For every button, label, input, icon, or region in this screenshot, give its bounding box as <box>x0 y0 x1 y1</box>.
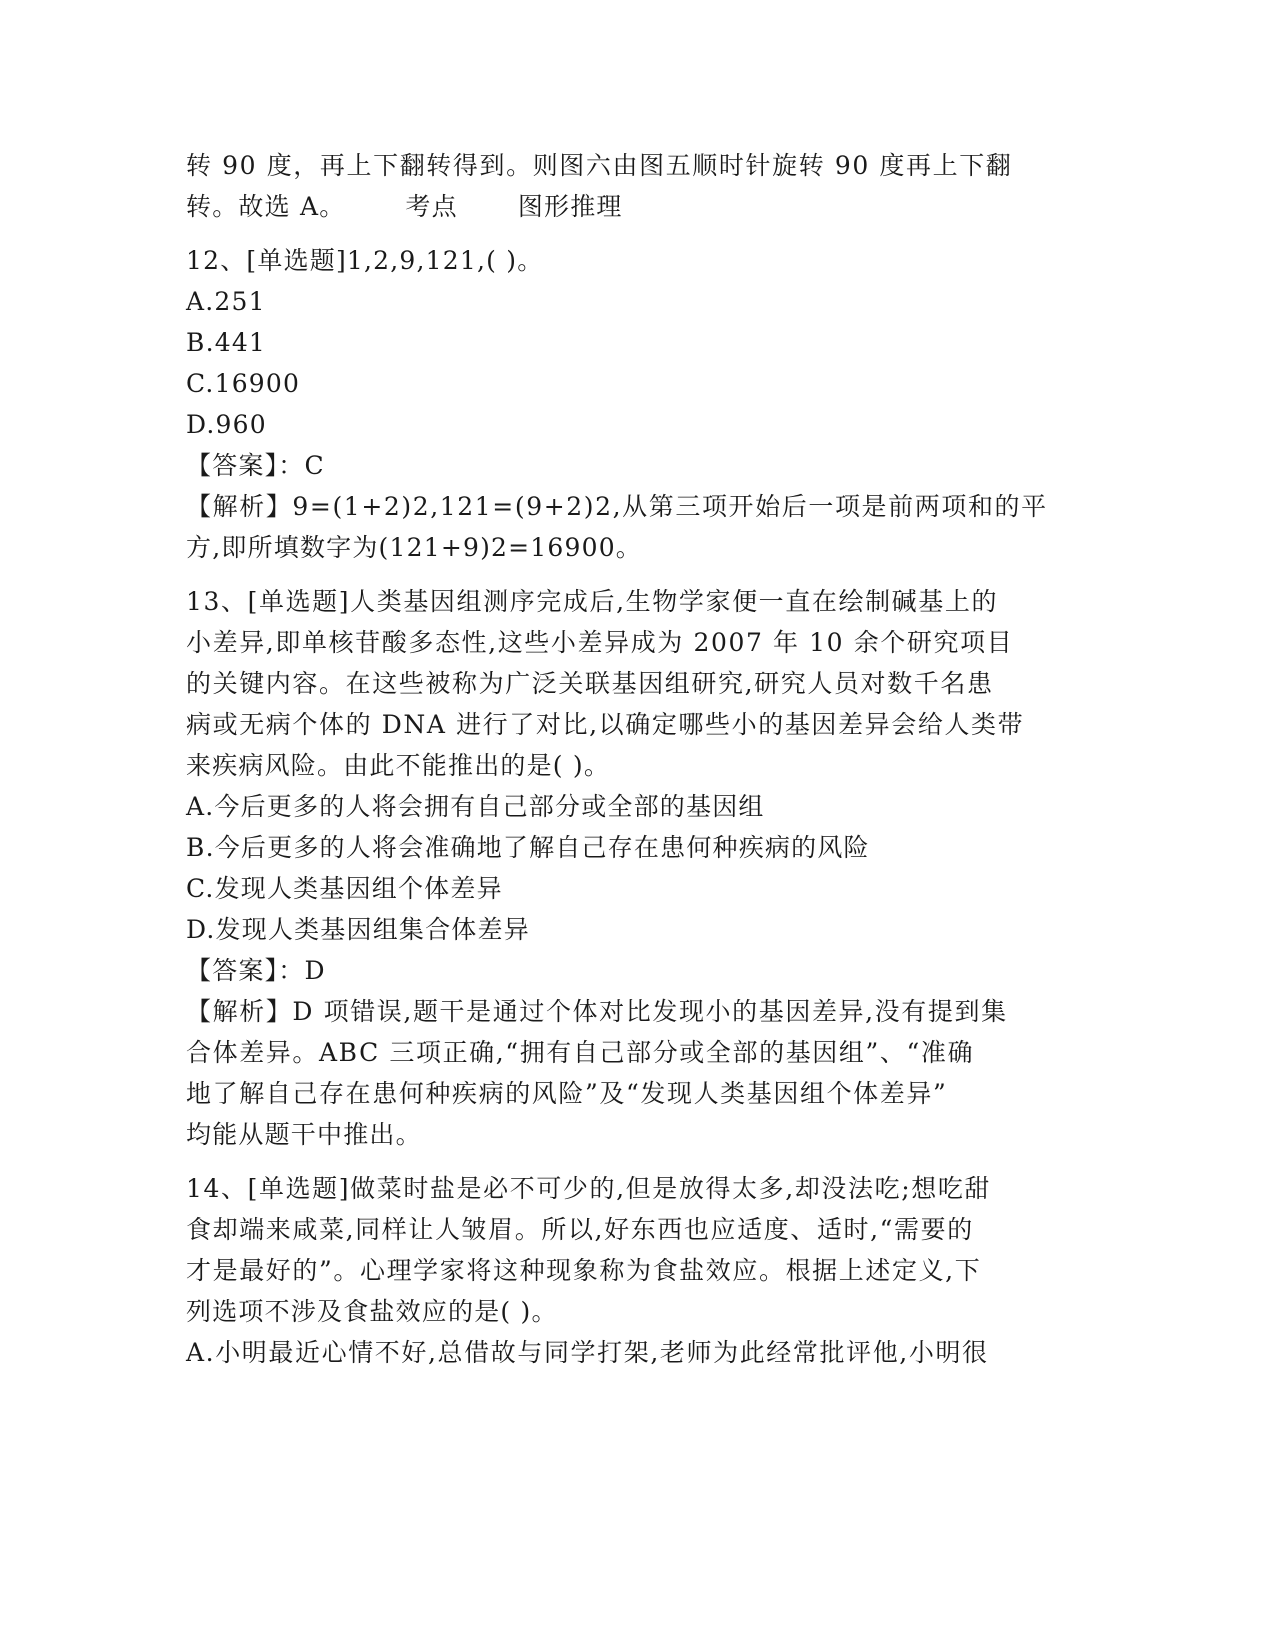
analysis-line: 合体差异。ABC 三项正确,“拥有自己部分或全部的基因组”、“准确 <box>186 1038 975 1067</box>
option-b: B.今后更多的人将会准确地了解自己存在患何种疾病的风险 <box>186 833 870 862</box>
question-stem-line: 病或无病个体的 DNA 进行了对比,以确定哪些小的基因差异会给人类带 <box>186 710 1025 739</box>
question-stem-line: 来疾病风险。由此不能推出的是( )。 <box>186 751 611 780</box>
option-a: A.今后更多的人将会拥有自己部分或全部的基因组 <box>186 792 765 821</box>
prev-analysis-line: 转 90 度，再上下翻转得到。则图六由图五顺时针旋转 90 度再上下翻 <box>186 151 1013 180</box>
option-d: D.发现人类基因组集合体差异 <box>186 915 530 944</box>
question-stem-line: 的关键内容。在这些被称为广泛关联基因组研究,研究人员对数千名患 <box>186 669 994 698</box>
answer: 【答案】：C <box>186 451 325 480</box>
prev-analysis-text: 转。故选 A。 <box>186 192 346 221</box>
topic-value: 图形推理 <box>517 192 623 221</box>
analysis-line: 地了解自己存在患何种疾病的风险”及“发现人类基因组个体差异” <box>186 1079 948 1108</box>
analysis-line: 方,即所填数字为(121+9)2=16900。 <box>186 533 643 562</box>
question-12 <box>186 240 1086 568</box>
option-a: A.小明最近心情不好,总借故与同学打架,老师为此经常批评他,小明很 <box>186 1338 989 1367</box>
question-stem-line: 列选项不涉及食盐效应的是( )。 <box>186 1297 558 1326</box>
question-13 <box>186 581 1086 1155</box>
question-stem-line: 13、[单选题]人类基因组测序完成后,生物学家便一直在绘制碱基上的 <box>186 587 999 616</box>
option-d: D.960 <box>186 410 267 439</box>
document-page <box>186 145 1086 1373</box>
question-stem-line: 才是最好的”。心理学家将这种现象称为食盐效应。根据上述定义,下 <box>186 1256 982 1285</box>
question-stem-line: 小差异,即单核苷酸多态性,这些小差异成为 2007 年 10 余个研究项目 <box>186 628 1014 657</box>
topic-label: 考点 <box>405 192 458 221</box>
answer: 【答案】：D <box>186 956 326 985</box>
option-b: B.441 <box>186 328 267 357</box>
analysis-line: 【解析】9=(1+2)2,121=(9+2)2,从第三项开始后一项是前两项和的平 <box>186 492 1048 521</box>
question-14 <box>186 1168 1086 1373</box>
question-stem: 12、[单选题]1,2,9,121,( )。 <box>186 246 544 275</box>
option-a: A.251 <box>186 287 266 316</box>
option-c: C.16900 <box>186 369 301 398</box>
prev-analysis-line-end <box>186 186 1086 227</box>
question-stem-line: 14、[单选题]做菜时盐是必不可少的,但是放得太多,却没法吃;想吃甜 <box>186 1174 992 1203</box>
option-c: C.发现人类基因组个体差异 <box>186 874 503 903</box>
analysis-line: 【解析】D 项错误,题干是通过个体对比发现小的基因差异,没有提到集 <box>186 997 1008 1026</box>
question-stem-line: 食却端来咸菜,同样让人皱眉。所以,好东西也应适度、适时,“需要的 <box>186 1215 974 1244</box>
analysis-line: 均能从题干中推出。 <box>186 1120 422 1149</box>
